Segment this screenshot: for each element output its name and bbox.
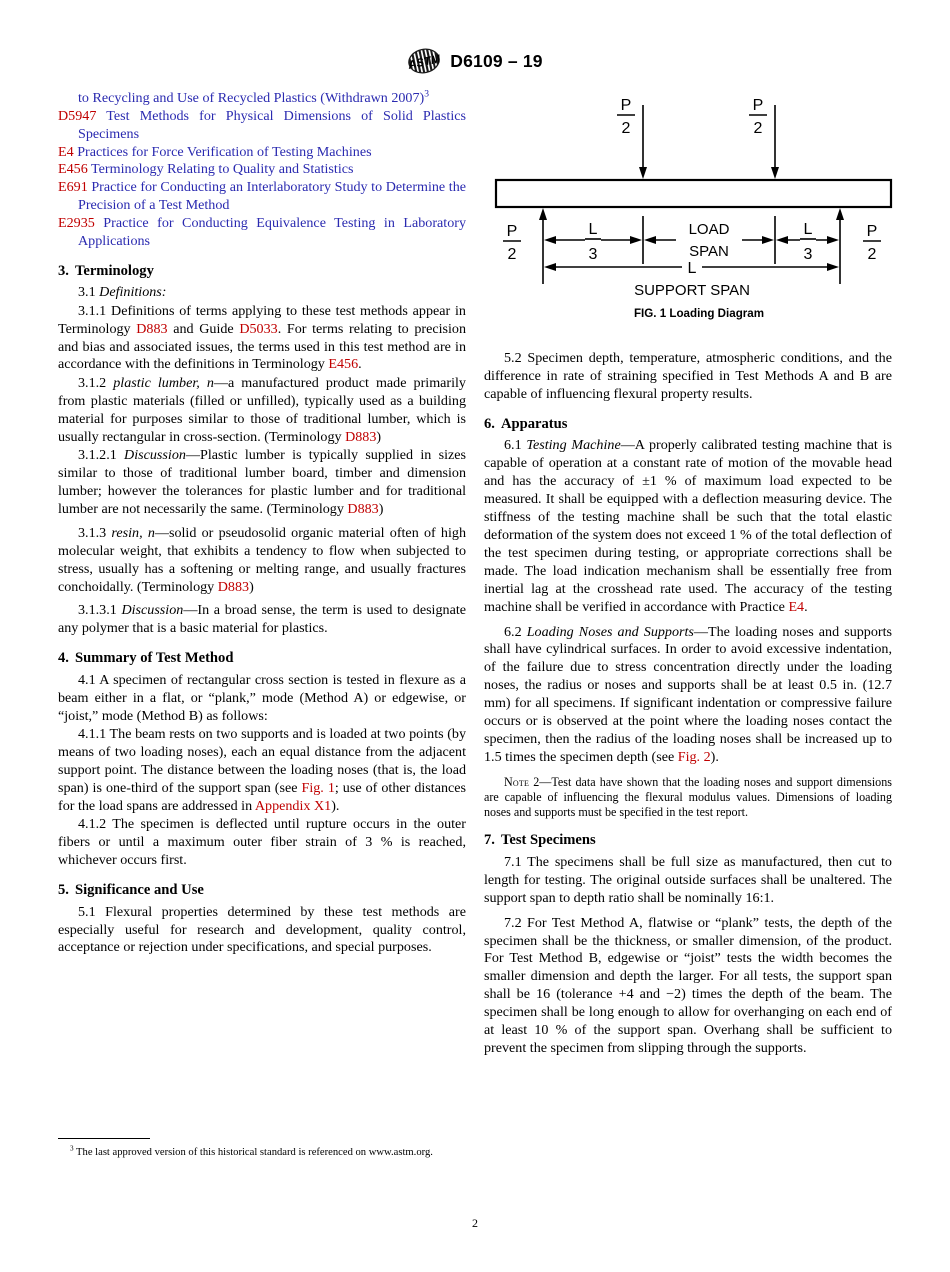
reaction-arrow-right — [836, 208, 844, 220]
paragraph-5-1: 5.1 Flexural properties determined by these test methods are especially useful for research and development, quality control, acceptance or rejection under specifications, and special purposes. — [58, 903, 466, 956]
svg-text:2: 2 — [621, 120, 631, 137]
paragraph-7-1: 7.1 The specimens shall be full size as manufactured, then cut to length for testing. The original outside surfaces shall be unaltered. The support span to depth ratio shall be nominally 16:1. — [484, 853, 892, 906]
footnote-3: $^3$ The last approved version of this historical standard is referenced on www.astm.org. — [70, 1144, 433, 1158]
svg-text:P: P — [620, 97, 632, 114]
reaction-label-right — [863, 223, 881, 263]
reference-designation[interactable]: E456 — [58, 161, 88, 178]
paragraph-4-1-2: 4.1.2 The specimen is deflected until rupture occurs in the outer fibers or until a maximum outer fiber strain of 3 % is reached, whichever occurs first. — [58, 816, 466, 869]
defined-term: Definitions: — [99, 284, 167, 301]
label-support-span: SUPPORT SPAN — [634, 282, 750, 299]
paragraph-6-2: 6.2 Loading Noses and Supports—The loading noses and supports shall have cylindrical surfaces. In order to avoid excessive indentation, of the failure due to stress concentration directly under the loading noses, the radius or noses and supports shall be at least 0.5 in. (12.7 mm) for all specimens. If significant indentation or compressive failure occurs or is observed at the point where the loading noses contact the specimen, then the radius of the loading noses shall be increased up to 1.5 times the specimen depth (see Fig. 2). — [484, 623, 892, 765]
reference-item[interactable] — [58, 161, 466, 179]
svg-text:SPAN: SPAN — [689, 243, 729, 260]
load-label-right — [749, 97, 767, 137]
reference-item[interactable] — [58, 108, 466, 144]
right-column — [484, 350, 892, 1058]
reference-title[interactable]: Practice for Conducting an Interlaboratory Study to Determine the Precision of a Test Method — [78, 179, 466, 214]
label-load-span — [689, 221, 730, 260]
defined-term: resin, n — [111, 524, 155, 541]
paragraph-number: 5.1 — [78, 903, 96, 920]
reference-title[interactable]: Terminology Relating to Quality and Statistics — [91, 161, 354, 178]
paragraph-number: 3.1.3.1 — [78, 602, 117, 619]
footnote-marker: 3 — [70, 1144, 74, 1153]
paragraph-3-1-3: 3.1.3 resin, n—solid or pseudosolid organic material often of high molecular weight, that exhibits a tendency to flow when subjected to stress, usually has a softening or melting range, and usually fractures conchoidally. (Terminology D883) — [58, 524, 466, 595]
svg-text:P: P — [752, 97, 764, 114]
astm-logo-icon — [407, 48, 441, 74]
note-label: Note — [504, 774, 530, 789]
paragraph-number: 5.2 — [504, 350, 522, 366]
svg-text:P: P — [866, 223, 878, 240]
cross-reference[interactable]: D883 — [136, 320, 168, 337]
reference-item[interactable] — [58, 179, 466, 215]
paragraph-3-1-2-1: 3.1.2.1 Discussion—Plastic lumber is typically supplied in sizes similar to those of traditional lumber board, timber and dimension lumber; however the tolerances for plastic lumber and for traditional lumber are not necessarily the same. (Terminology D883) — [58, 447, 466, 517]
reference-designation[interactable]: D5947 — [58, 107, 97, 124]
page-header — [0, 48, 950, 74]
paragraph-6-1: 6.1 Testing Machine—A properly calibrated testing machine that is capable of operation at a constant rate of motion of the movable head and has the accuracy of ±1 % of maximum load expected to be measured. It shall be equipped with a deflection measuring device. The stiffness of the testing machine shall be such that the total elastic deformation of the system does not exceed 1 % of the total deflection of the test specimen during testing, or appropriate corrections shall be made. The load indication mechanism shall be essentially free from inertial lag at the crosshead rate used. The accuracy of the testing machine shall be verified in accordance with Practice E4. — [484, 437, 892, 615]
page-number: 2 — [472, 1216, 478, 1230]
paragraph-7-2: 7.2 For Test Method A, flatwise or “plank” tests, the depth of the specimen shall be the thickness, or smaller dimension, of the product. For Test Method B, edgewise or “joist” tests the width becomes the smaller dimension and depth the larger. For all tests, the support span shall be 16 (tolerance +4 and −2) times the depth of the beam. The specimen shall be long enough to allow for overhanging on each end of at least 10 % of the support span. Overhang shall be sufficient to prevent the specimen from slipping through the supports. — [484, 914, 893, 1057]
svg-text:2: 2 — [507, 246, 517, 263]
paragraph-3-1-2: 3.1.2 plastic lumber, n—a manufactured product made primarily from plastic materials (filled or unfilled), typically used as a building material for purposes similar to those of traditional lumber, which is usually rectangular in cross-section. (Terminology D883) — [58, 374, 466, 445]
referenced-documents-list — [58, 90, 466, 251]
reaction-label-left — [503, 223, 521, 263]
paragraph-3-1-3-1: 3.1.3.1 Discussion—In a broad sense, the term is used to designate any polymer that is a basic material for plastics. — [58, 602, 466, 637]
label-total-span: L — [687, 260, 697, 277]
defined-term: plastic lumber, n — [113, 374, 214, 391]
footnote-rule — [58, 1138, 150, 1139]
section-heading-significance — [58, 881, 466, 900]
appendix-reference[interactable]: Appendix X1 — [254, 797, 332, 814]
paragraph-number: 3.1 — [78, 284, 96, 301]
paragraph-4-1-1: 4.1.1 The beam rests on two supports and is loaded at two points (by means of two loading noses), each an equal distance from the adjacent support point. The distance between the loading noses (that is, the load span) is one-third of the support span (see Fig. 1; use of other distances for the load spans are addressed in Appendix X1). — [58, 726, 466, 814]
load-label-left — [617, 97, 635, 137]
reference-title[interactable]: Practice for Conducting Equivalence Testing in Laboratory Applications — [78, 215, 466, 249]
section-title: Terminology — [74, 262, 154, 279]
svg-text:LOAD: LOAD — [688, 221, 730, 238]
reference-title[interactable]: Practices for Force Verification of Testing Machines — [77, 143, 372, 160]
cross-reference[interactable]: E4 — [788, 598, 805, 615]
cross-reference[interactable]: E456 — [328, 356, 359, 373]
reference-withdrawn-tail — [58, 90, 466, 108]
reference-title[interactable]: to Recycling and Use of Recycled Plastics — [78, 90, 317, 106]
figure-reference[interactable]: Fig. 2 — [677, 749, 711, 765]
section-number: 7. — [484, 832, 495, 849]
section-title: Significance and Use — [74, 882, 204, 899]
footnote-marker: 3 — [424, 88, 430, 100]
paragraph-number: 4.1.2 — [78, 816, 107, 833]
load-arrow-right — [771, 167, 779, 179]
cross-reference[interactable]: D883 — [345, 428, 377, 445]
paragraph-number: 7.1 — [504, 853, 522, 870]
section-title: Test Specimens — [500, 832, 596, 849]
paragraph-number: 4.1 — [78, 671, 96, 688]
section-number: 5. — [58, 882, 69, 899]
figure-caption: FIG. 1 Loading Diagram — [633, 307, 765, 320]
cross-reference[interactable]: D883 — [217, 578, 250, 595]
paragraph-number: 3.1.3 — [78, 524, 107, 541]
reference-status: (Withdrawn 2007)$^3$ — [320, 88, 430, 106]
section-heading-apparatus — [484, 415, 892, 434]
section-title: Summary of Test Method — [74, 650, 234, 667]
reference-designation[interactable]: E2935 — [58, 215, 95, 232]
section-heading-terminology — [58, 262, 466, 281]
discussion-label: Discussion — [124, 447, 186, 464]
load-arrow-left — [639, 167, 647, 179]
loading-diagram-svg — [484, 88, 914, 300]
footnote-area — [58, 1138, 466, 1160]
paragraph-number: 7.2 — [504, 914, 522, 931]
left-column — [58, 90, 466, 958]
svg-text:3: 3 — [588, 246, 598, 263]
paragraph-number: 3.1.2.1 — [78, 447, 117, 464]
cross-reference[interactable]: D883 — [347, 500, 379, 517]
figure-1-loading-diagram — [484, 88, 914, 320]
paragraph-number: 6.2 — [504, 623, 522, 640]
section-number: 6. — [484, 415, 495, 432]
discussion-label: Discussion — [121, 602, 184, 619]
section-heading-specimens — [484, 831, 892, 850]
reference-title[interactable]: Test Methods for Physical Dimensions of Solid Plastics Specimens — [78, 107, 466, 142]
reference-item[interactable] — [58, 144, 466, 162]
figure-reference[interactable]: Fig. 1 — [301, 779, 335, 796]
defined-term: Loading Noses and Supports — [526, 623, 694, 640]
standard-designation: D6109 – 19 — [450, 50, 543, 71]
section-heading-summary — [58, 649, 466, 668]
paragraph-number: 4.1.1 — [78, 726, 107, 743]
svg-text:P: P — [506, 223, 518, 240]
paragraph-3-1 — [58, 284, 466, 302]
paragraph-number: 3.1.1 — [78, 302, 107, 319]
reference-designation[interactable]: E4 — [58, 143, 74, 160]
svg-text:ASTM: ASTM — [407, 53, 442, 72]
paragraph-number: 6.1 — [504, 437, 522, 454]
section-number: 3. — [58, 262, 69, 279]
svg-text:2: 2 — [753, 120, 763, 137]
svg-text:L: L — [588, 221, 598, 238]
section-number: 4. — [58, 650, 69, 667]
svg-text:3: 3 — [803, 246, 813, 263]
beam-specimen — [496, 180, 891, 207]
label-left-third — [585, 221, 601, 263]
label-right-third — [800, 221, 816, 263]
note-2: Note 2—Test data have shown that the loading noses and support dimensions are capable of influencing the flexural modulus values. Dimensions of loading noses and supports must be specified in the test report. — [484, 774, 892, 820]
paragraph-3-1-1: 3.1.1 Definitions of terms applying to these test methods appear in Terminology D883 and Guide D5033. For terms relating to precision and bias and associated issues, the terms used in this test method are in accordance with the definitions in Terminology E456. — [58, 302, 466, 373]
defined-term: Testing Machine — [526, 437, 621, 454]
reaction-arrow-left — [539, 208, 547, 220]
note-number: 2 — [529, 774, 540, 789]
reference-designation[interactable]: E691 — [58, 179, 88, 196]
reference-item[interactable] — [58, 215, 466, 251]
paragraph-4-1: 4.1 A specimen of rectangular cross section is tested in flexure as a beam either in a flat, or “plank,” mode (Method A) or edgewise, or “joist,” mode (Method B) as follows: — [58, 671, 466, 724]
section-title: Apparatus — [500, 415, 568, 432]
svg-text:L: L — [803, 221, 813, 238]
svg-text:2: 2 — [867, 246, 877, 263]
paragraph-number: 3.1.2 — [78, 374, 107, 391]
cross-reference[interactable]: D5033 — [239, 320, 278, 337]
paragraph-5-2: 5.2 Specimen depth, temperature, atmospheric conditions, and the difference in rate of straining specified in Test Methods A and B are capable of influencing flexural property results. — [484, 350, 892, 402]
